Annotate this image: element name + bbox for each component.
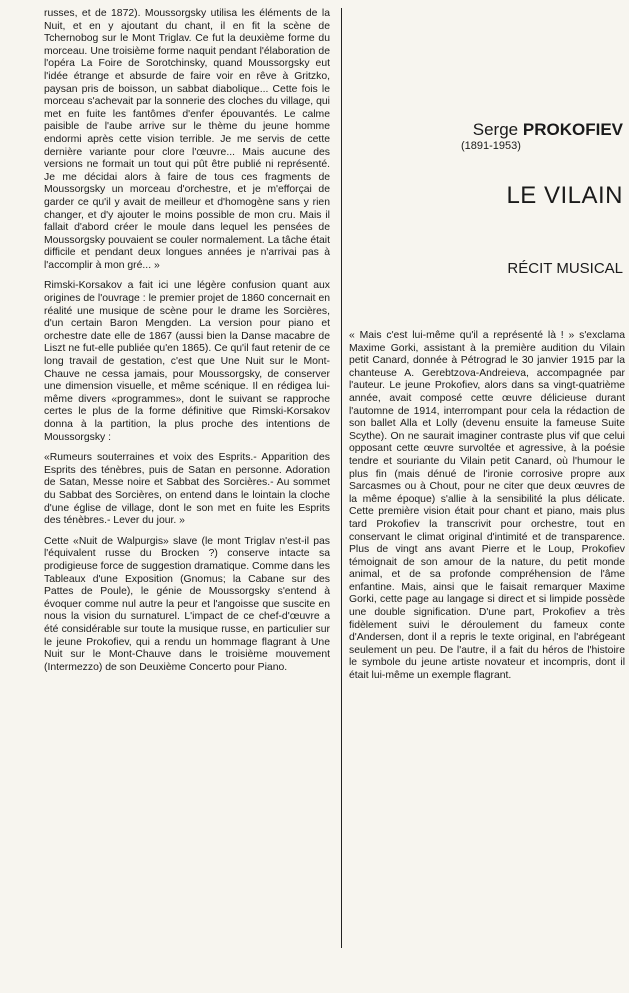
right-text-body bbox=[349, 330, 625, 691]
left-paragraph-1: russes, et de 1872). Moussorgsky utilisa les éléments de la Nuit, et en y ajoutant du chant, il en fit la scène de Tchernobog sur le Mont Triglav. Ce fut la deuxième forme du morceau. Une troisième forme naquit pendant l'élaboration de l'opéra La Foire de Sorotchinsky, quand Moussorgsky eut l'idée étrange et absurde de faire voir en rêve à Gritzko, paysan pris de boisson, un sabbat diabolique... Cette fois le morceau s'achevait par la sonnerie des cloches du village, qui met en fuite les fantômes d'enfer épouvantés. Le calme paisible de l'aube arrive sur le thème du jeune homme endormi après cette vision terrible. Je me servis de cette dernière variante pour clore l'œuvre... Mais aucune des versions ne formait un tout qui pût être publié ni représenté. Je me décidai alors à faire de tous ces fragments de Moussorgsky un morceau d'orchestre, et je m'efforçai de garder ce qu'il y avait de meilleur et d'homogène sans y rien changer, et d'y ajouter le moins possible de mon cru. Mais il fallait d'abord créer le moule dans lequel les pensées de Moussorgsky pouvaient se couler normalement. La tâche était difficile et pendant deux longues années je n'arrivai pas à l'accomplir à mon gré... » bbox=[44, 8, 330, 271]
column-divider bbox=[341, 8, 342, 948]
composer-dates: (1891-1953) bbox=[461, 140, 521, 152]
composer-name bbox=[473, 120, 623, 140]
work-subtitle: RÉCIT MUSICAL bbox=[507, 260, 623, 277]
left-paragraph-2: Rimski-Korsakov a fait ici une légère confusion quant aux origines de l'ouvrage : le premier projet de 1860 concernait en réalité une musique de scène pour le drame les Sorcières, d'un certain Baron Mengden. La version pour piano et orchestre date elle de 1867 (aussi bien la Danse macabre de Liszt ne fut-elle publiée qu'en 1865). Ce qu'il faut retenir de ce long travail de gestation, c'est que Une Nuit sur le Mont-Chauve ne cessa jamais, pour Moussorgsky, de conserver une dimension visuelle, et même scénique. Il en rédigea lui-même divers «programmes», dont le suivant se rapproche certes le plus de la forme définitive que Rimski-Korsakov donna à la partition, la plus proche des intentions de Moussorgsky : bbox=[44, 280, 330, 443]
right-paragraph-1: « Mais c'est lui-même qu'il a représenté là ! » s'exclama Maxime Gorki, assistant à la première audition du Vilain petit Canard, donnée à Pétrograd le 30 janvier 1915 par la chanteuse A. Gerebtzova-Andreieva, accompagnée par l'auteur. Le jeune Prokofiev, alors dans sa vingt-quatrième année, avait composé cette œuvre délicieuse durant l'automne de 1914, interrompant pour cela la rédaction de son ballet Alla et Lolly (devenu ensuite la fameuse Suite Scythe). On ne saurait imaginer contraste plus vif que celui opposant cette œuvre survoltée et agressive, à la poésie tendre et souriante du Vilain petit Canard, où l'humour le plus fin (mais dénué de l'ironie corrosive propre aux Sarcasmes ou à Chout, pour ne citer que deux œuvres de la même époque) s'allie à la sensibilité la plus délicate. Cette première vision était pour chant et piano, mais plus tard Prokofiev la transcrivit pour orchestre, tout en conservant le climat original d'intimité et de transparence. Plus de vingt ans avant Pierre et le Loup, Prokofiev témoignait de son amour de la nature, du petit monde animal, et de sa profonde compréhension de l'âme enfantine. Mais, ainsi que le faisait remarquer Maxime Gorki, cette page au langage si direct et si limpide possède une double signification. D'une part, Prokofiev a très fidèlement suivi le déroulement du fameux conte d'Andersen, dont il a repris le texte original, en l'abrégeant seulement un peu. De l'autre, il a fait du héros de l'histoire le symbole du jeune artiste novateur et incompris, dont il était lui-même un exemple flagrant. bbox=[349, 330, 625, 682]
left-text-column bbox=[44, 8, 330, 682]
left-paragraph-4: Cette «Nuit de Walpurgis» slave (le mont Triglav n'est-il pas l'équivalent russe du Brocken ?) conserve intacte sa prodigieuse force de suggestion dramatique. Comme dans les Tableaux d'une Exposition (Gnomus; la Cabane sur des Pattes de Poule), le génie de Moussorgsky s'entend à évoquer comme nul autre la peur et l'angoisse que suscite en nous la vision du surnaturel. L'impact de ce chef-d'œuvre a été considérable sur toute la musique russe, en particulier sur le jeune Prokofiev, qui a rendu un hommage flagrant à Une Nuit sur le Mont-Chauve dans le troisième mouvement (Intermezzo) de son Deuxième Concerto pour Piano. bbox=[44, 535, 330, 673]
composer-last-name: PROKOFIEV bbox=[522, 120, 623, 139]
composer-first-name: Serge bbox=[472, 120, 519, 139]
work-title: LE VILAIN bbox=[506, 182, 623, 209]
left-paragraph-3-quote: «Rumeurs souterraines et voix des Esprits.- Apparition des Esprits des ténèbres, puis de Satan en personne. Adoration de Satan, Messe noire et Sabbat des Sorcières.- Au sommet du Sabbat des Sorcières, on entend dans le lointain la cloche d'une église de village, dont le son met en fuite les Esprits des ténèbres.- Lever du jour. » bbox=[44, 452, 330, 527]
